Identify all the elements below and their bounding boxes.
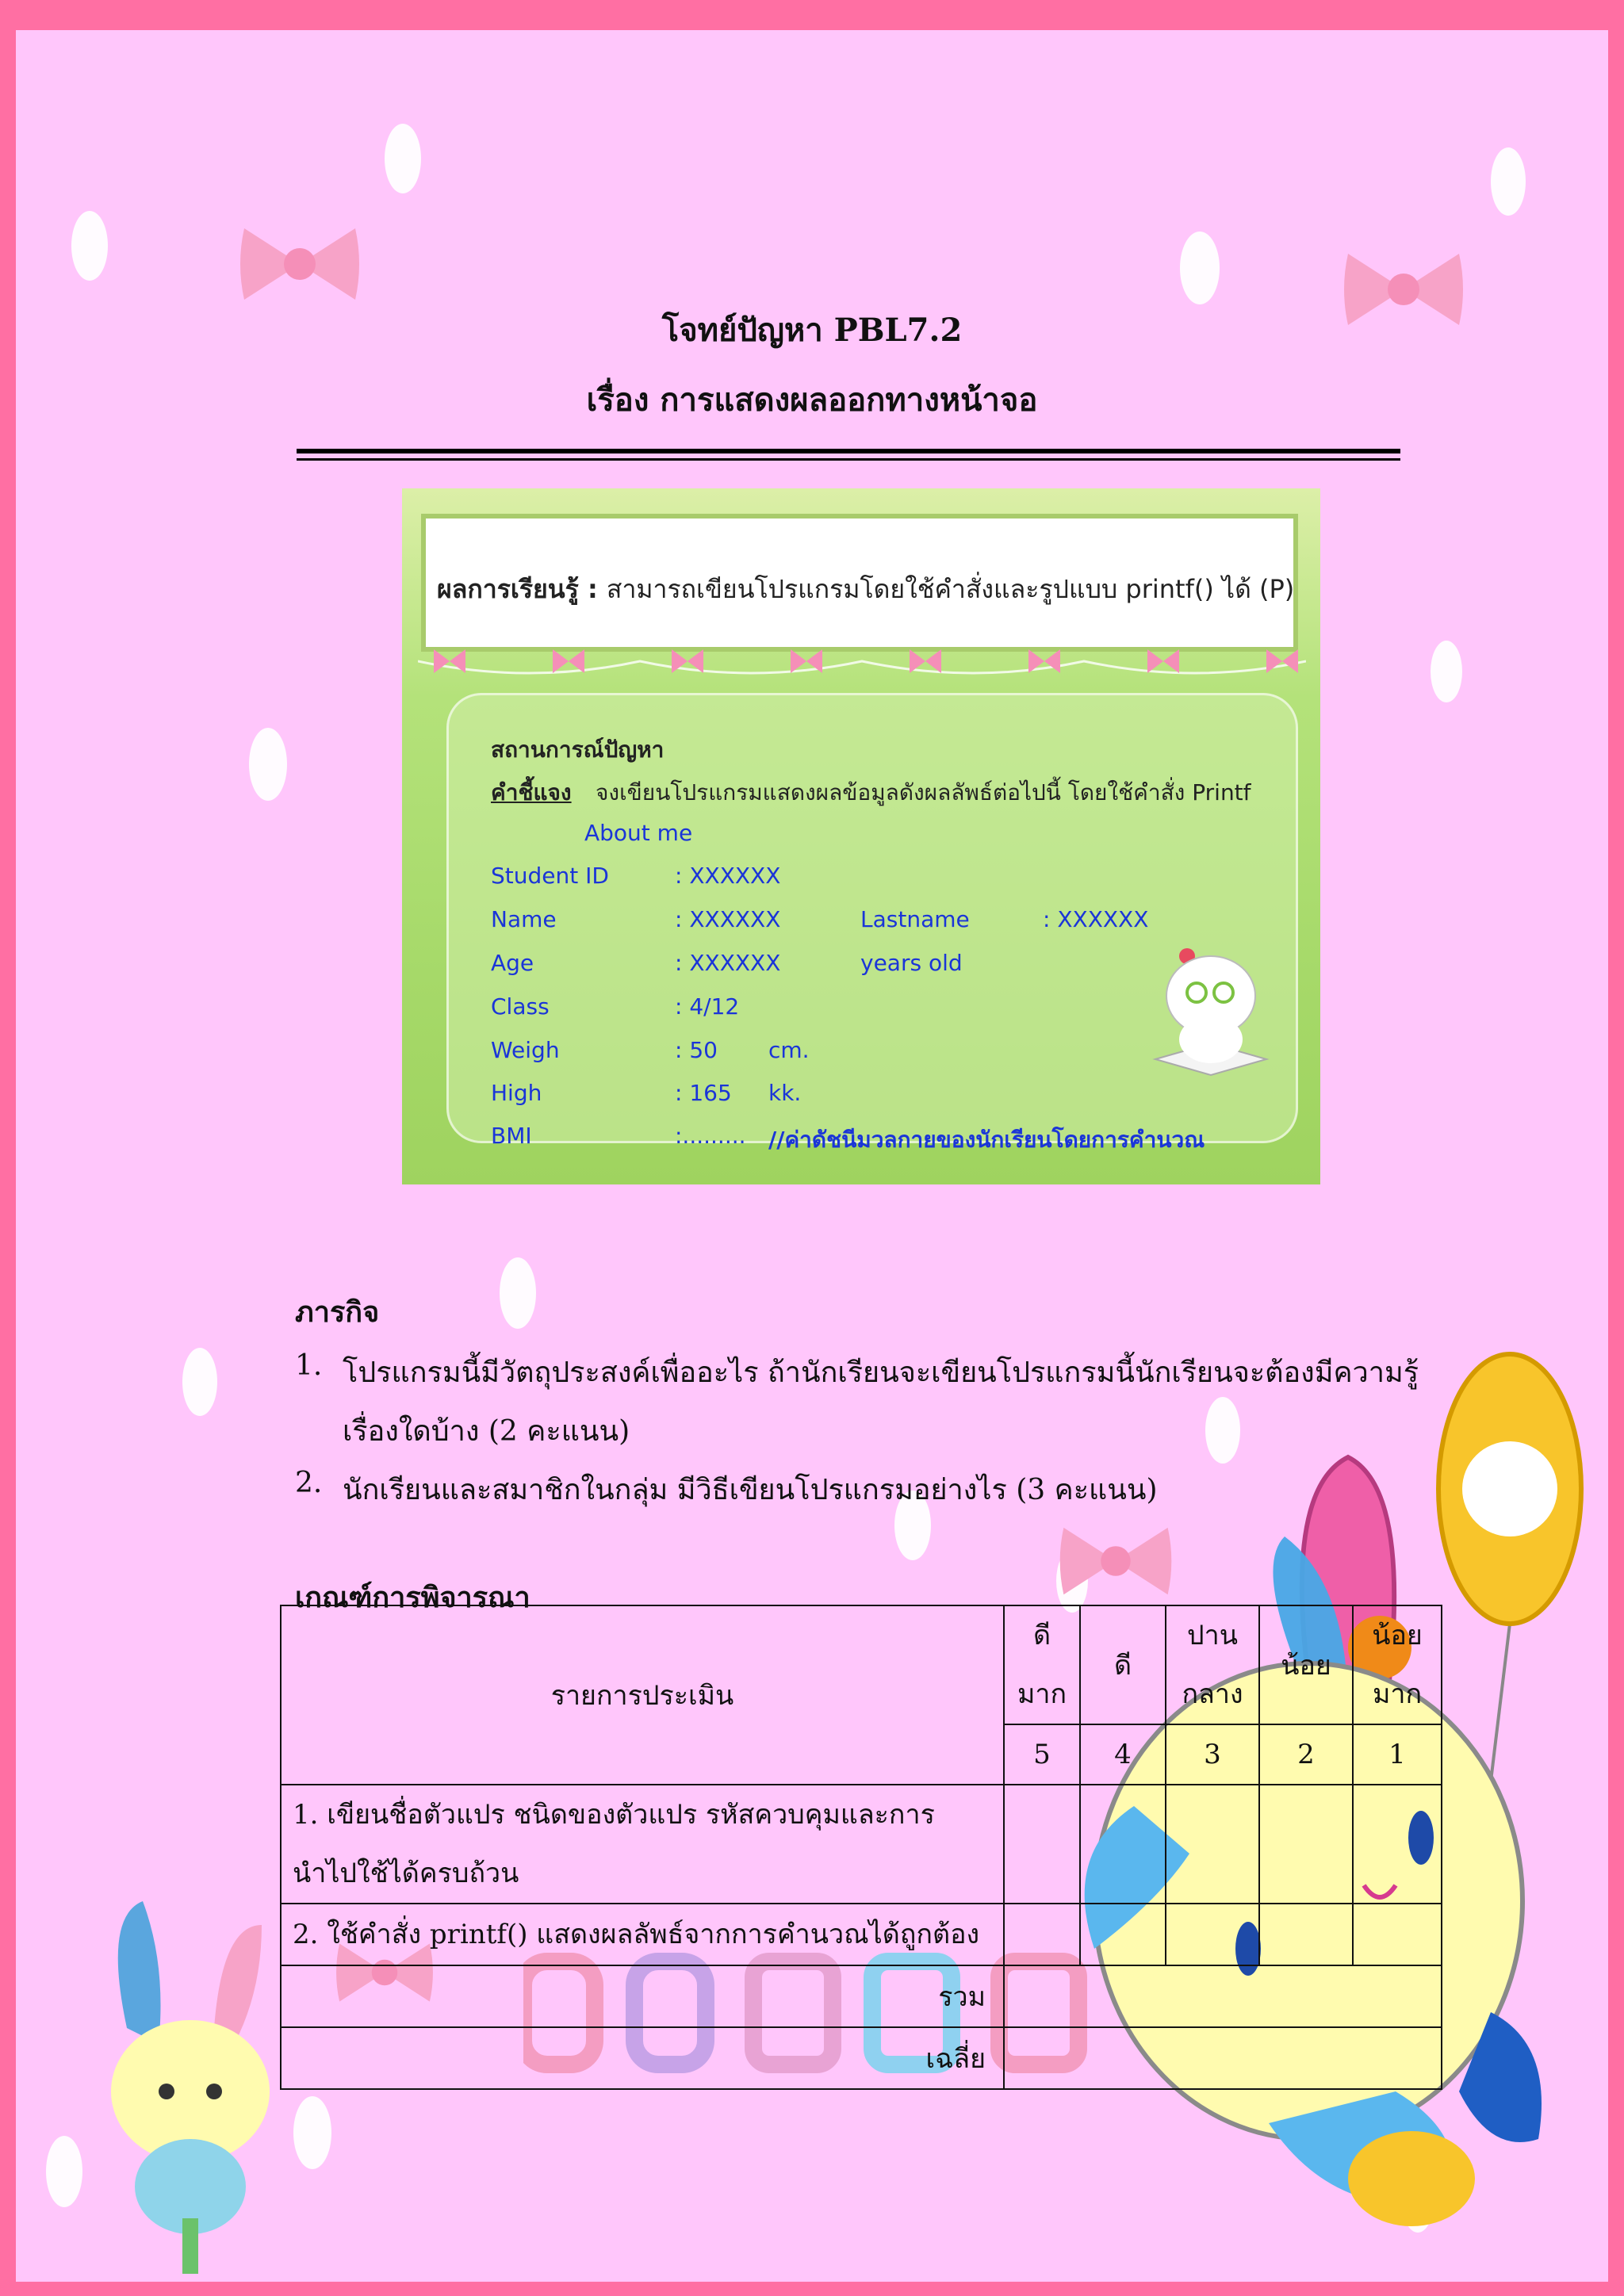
background-dot <box>1491 147 1526 216</box>
criterion-line: นำไปใช้ได้ครบถ้วน <box>293 1858 519 1889</box>
row-label-weigh: Weigh <box>491 1037 560 1063</box>
background-dot <box>249 728 287 801</box>
row-label-class: Class <box>491 993 550 1020</box>
outcome-colon: : <box>578 574 607 604</box>
score-cell[interactable] <box>1353 1785 1442 1904</box>
small-bunny-illustration <box>95 1869 301 2282</box>
background-dot <box>500 1257 536 1329</box>
score-cell[interactable] <box>1259 1904 1353 1965</box>
row-value-name: : XXXXXX <box>675 906 781 932</box>
tasks-heading: ภารกิจ <box>295 1295 380 1329</box>
background-dot <box>182 1348 217 1416</box>
score-cell[interactable] <box>1166 1904 1259 1965</box>
row-label-bmi: BMI <box>491 1123 532 1149</box>
level-line: มาก <box>1372 1678 1423 1710</box>
row-label-age: Age <box>491 950 534 976</box>
row-label-student-id: Student ID <box>491 863 609 889</box>
row-value-lastname: : XXXXXX <box>1043 906 1149 932</box>
background-dot <box>46 2136 82 2207</box>
page-subtitle: เรื่อง การแสดงผลออกทางหน้าจอ <box>586 381 1038 419</box>
instruction-label: คำชี้แจง <box>491 779 572 806</box>
row-value-weigh: : 50 <box>675 1037 718 1063</box>
score-cell[interactable] <box>1004 1904 1080 1965</box>
learning-outcome-box <box>421 514 1298 652</box>
level-line: ดี <box>1032 1620 1051 1651</box>
row-unit-weigh: cm. <box>768 1037 810 1063</box>
background-dot <box>1180 232 1220 304</box>
learning-outcome-text <box>437 569 1294 610</box>
task-1-line-1: โปรแกรมนี้มีวัตถุประสงค์เพื่ออะไร ถ้านักเรียนจะเขียนโปรแกรมนี้นักเรียนจะต้องมีความรู้ <box>343 1357 1419 1389</box>
page-title: โจทย์ปัญหา PBL7.2 <box>661 312 963 349</box>
instruction-text: จงเขียนโปรแกรมแสดงผลข้อมูลดังผลลัพธ์ต่อไปนี้ โดยใช้คำสั่ง Printf <box>596 779 1251 806</box>
row-value-bmi: :......... <box>675 1123 746 1149</box>
task-2-number: 2. <box>295 1467 323 1499</box>
row-label-lastname: Lastname <box>860 906 970 932</box>
about-me-heading: About me <box>584 820 693 846</box>
level-line: ปาน <box>1187 1620 1238 1651</box>
row-value-high: : 165 <box>675 1080 732 1106</box>
score-cell[interactable] <box>1259 1785 1353 1904</box>
score-2: 2 <box>1259 1724 1353 1785</box>
level-header-good: ดี <box>1080 1605 1166 1724</box>
ribbon-garland <box>418 637 1306 685</box>
level-line: กลาง <box>1182 1678 1243 1710</box>
rubric-item-header: รายการประเมิน <box>281 1605 1004 1785</box>
learning-outcome-value: สามารถเขียนโปรแกรมโดยใช้คำสั่งและรูปแบบ printf() ได้ (P) <box>606 574 1295 604</box>
table-row <box>281 1785 1442 1904</box>
criterion-2: 2. ใช้คำสั่ง printf() แสดงผลลัพธ์จากการคำนวณได้ถูกต้อง <box>281 1904 1004 1965</box>
rubric-heading: เกณฑ์การพิจารณา <box>295 1581 530 1614</box>
score-cell[interactable] <box>1080 1785 1166 1904</box>
problem-picture <box>402 488 1320 1184</box>
background-dot <box>385 124 421 193</box>
score-1: 1 <box>1353 1724 1442 1785</box>
level-line: มาก <box>1017 1678 1067 1710</box>
row-unit-age: years old <box>860 950 963 976</box>
score-4: 4 <box>1080 1724 1166 1785</box>
background-dot <box>1431 641 1462 702</box>
level-header-fair <box>1166 1605 1259 1724</box>
score-cell[interactable] <box>1080 1904 1166 1965</box>
row-label-name: Name <box>491 906 557 932</box>
table-row <box>281 1904 1442 1965</box>
row-value-age: : XXXXXX <box>675 950 781 976</box>
title-divider <box>297 449 1400 453</box>
score-cell[interactable] <box>1166 1785 1259 1904</box>
table-row <box>281 2027 1442 2089</box>
task-2-line-1: นักเรียนและสมาชิกในกลุ่ม มีวิธีเขียนโปรแกรมอย่างไร (3 คะแนน) <box>343 1474 1158 1506</box>
score-3: 3 <box>1166 1724 1259 1785</box>
score-cell[interactable] <box>1004 1785 1080 1904</box>
total-label: รวม <box>281 1965 1004 2027</box>
task-1-number: 1. <box>295 1349 323 1382</box>
level-header-very-good <box>1004 1605 1080 1724</box>
reading-rabbit-illustration <box>1139 940 1282 1083</box>
level-line: น้อย <box>1372 1620 1423 1651</box>
score-cell[interactable] <box>1353 1904 1442 1965</box>
rubric-table <box>280 1605 1442 2090</box>
learning-outcome-label: ผลการเรียนรู้ <box>437 574 579 604</box>
total-value-cell[interactable] <box>1004 1965 1442 2027</box>
level-header-very-low <box>1353 1605 1442 1724</box>
average-value-cell[interactable] <box>1004 2027 1442 2089</box>
row-unit-high: kk. <box>768 1080 802 1106</box>
average-label: เฉลี่ย <box>281 2027 1004 2089</box>
document-page <box>16 30 1608 2282</box>
title-divider <box>297 458 1400 461</box>
criterion-1 <box>281 1785 1004 1904</box>
row-value-student-id: : XXXXXX <box>675 863 781 889</box>
row-value-class: : 4/12 <box>675 993 740 1020</box>
background-dot <box>71 211 108 281</box>
bow-decoration <box>236 220 363 308</box>
task-1-line-2: เรื่องใดบ้าง (2 คะแนน) <box>343 1415 630 1448</box>
row-label-high: High <box>491 1080 542 1106</box>
row-note-bmi: //ค่าดัชนีมวลกายของนักเรียนโดยการคำนวณ <box>768 1127 1205 1153</box>
scenario-heading: สถานการณ์ปัญหา <box>491 737 665 763</box>
criterion-line: 1. เขียนชื่อตัวแปร ชนิดของตัวแปร รหัสควบคุมและการ <box>293 1799 935 1831</box>
score-5: 5 <box>1004 1724 1080 1785</box>
level-header-low: น้อย <box>1259 1605 1353 1724</box>
table-row <box>281 1965 1442 2027</box>
